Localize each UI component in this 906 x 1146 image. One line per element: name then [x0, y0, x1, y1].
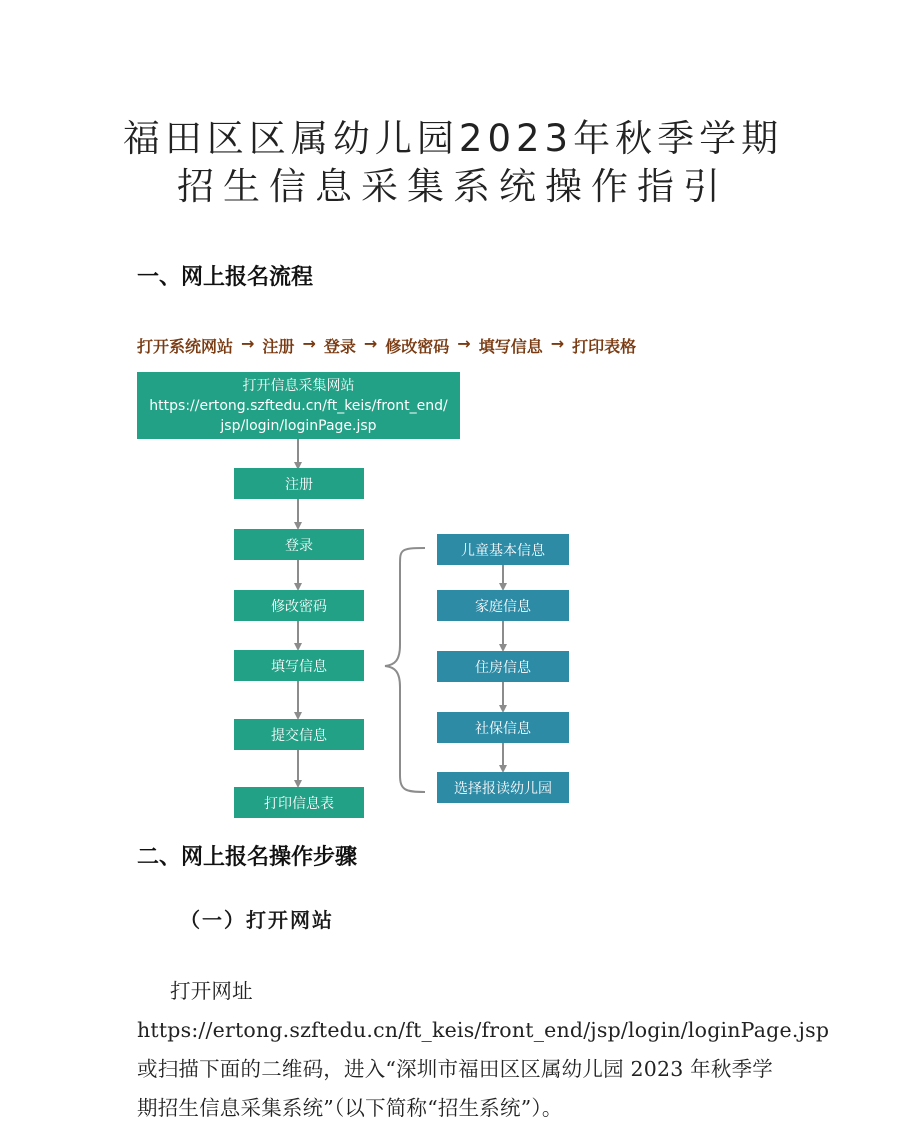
flow-box-print-form: 打印信息表 [234, 787, 364, 818]
section-heading-steps: 二、网上报名操作步骤 [137, 845, 358, 870]
flow-box-change-password: 修改密码 [234, 590, 364, 621]
flow-box-open-site [137, 372, 460, 439]
flow-box-submit-info: 提交信息 [234, 719, 364, 750]
flow-box-child-info: 儿童基本信息 [437, 534, 569, 565]
flow-step-change-password: 修改密码 [385, 337, 450, 356]
flow-step-register: 注册 [262, 337, 295, 356]
flow-box-fill-info: 填写信息 [234, 650, 364, 681]
flow-box-register: 注册 [234, 468, 364, 499]
flow-step-login: 登录 [323, 337, 356, 356]
arrow-right-icon: → [241, 334, 255, 353]
open-site-url-part1: https://ertong.szftedu.cn/ft_keis/front_end/ [149, 397, 448, 414]
arrow-right-icon: → [302, 334, 316, 353]
doc-title-line1: 福田区区属幼儿园2023年秋季学期 [122, 117, 784, 160]
flow-box-family-info: 家庭信息 [437, 590, 569, 621]
arrow-right-icon: → [363, 334, 378, 353]
doc-title-line2: 招生信息采集系统操作指引 [177, 165, 729, 208]
open-site-url-part2: jsp/login/loginPage.jsp [220, 417, 377, 434]
open-site-label: 打开信息采集网站 [242, 377, 355, 394]
flow-step-fill-info: 填写信息 [478, 337, 543, 356]
subsection-heading-open-site: （一）打开网站 [180, 908, 334, 932]
section-heading-process: 一、网上报名流程 [137, 265, 314, 290]
flow-box-social-security-info: 社保信息 [437, 712, 569, 743]
flow-step-open-site: 打开系统网站 [137, 337, 234, 356]
flow-box-choose-kindergarten: 选择报读幼儿园 [437, 772, 569, 803]
brace-connector [385, 548, 425, 792]
arrow-right-icon: → [457, 334, 471, 353]
flow-box-housing-info: 住房信息 [437, 651, 569, 682]
arrow-right-icon: → [550, 334, 565, 353]
flow-step-print: 打印表格 [572, 337, 637, 356]
paragraph-open-site: 打开网址 https://ertong.szftedu.cn/ft_keis/front_end/jsp/login/loginPage.jsp 或扫描下面的二维码，进入“深圳市福田区区属幼儿园 2023 年秋季学期招生信息采集系统”（以下简称“招生系统”）。 [137, 979, 830, 1120]
flow-box-login: 登录 [234, 529, 364, 560]
